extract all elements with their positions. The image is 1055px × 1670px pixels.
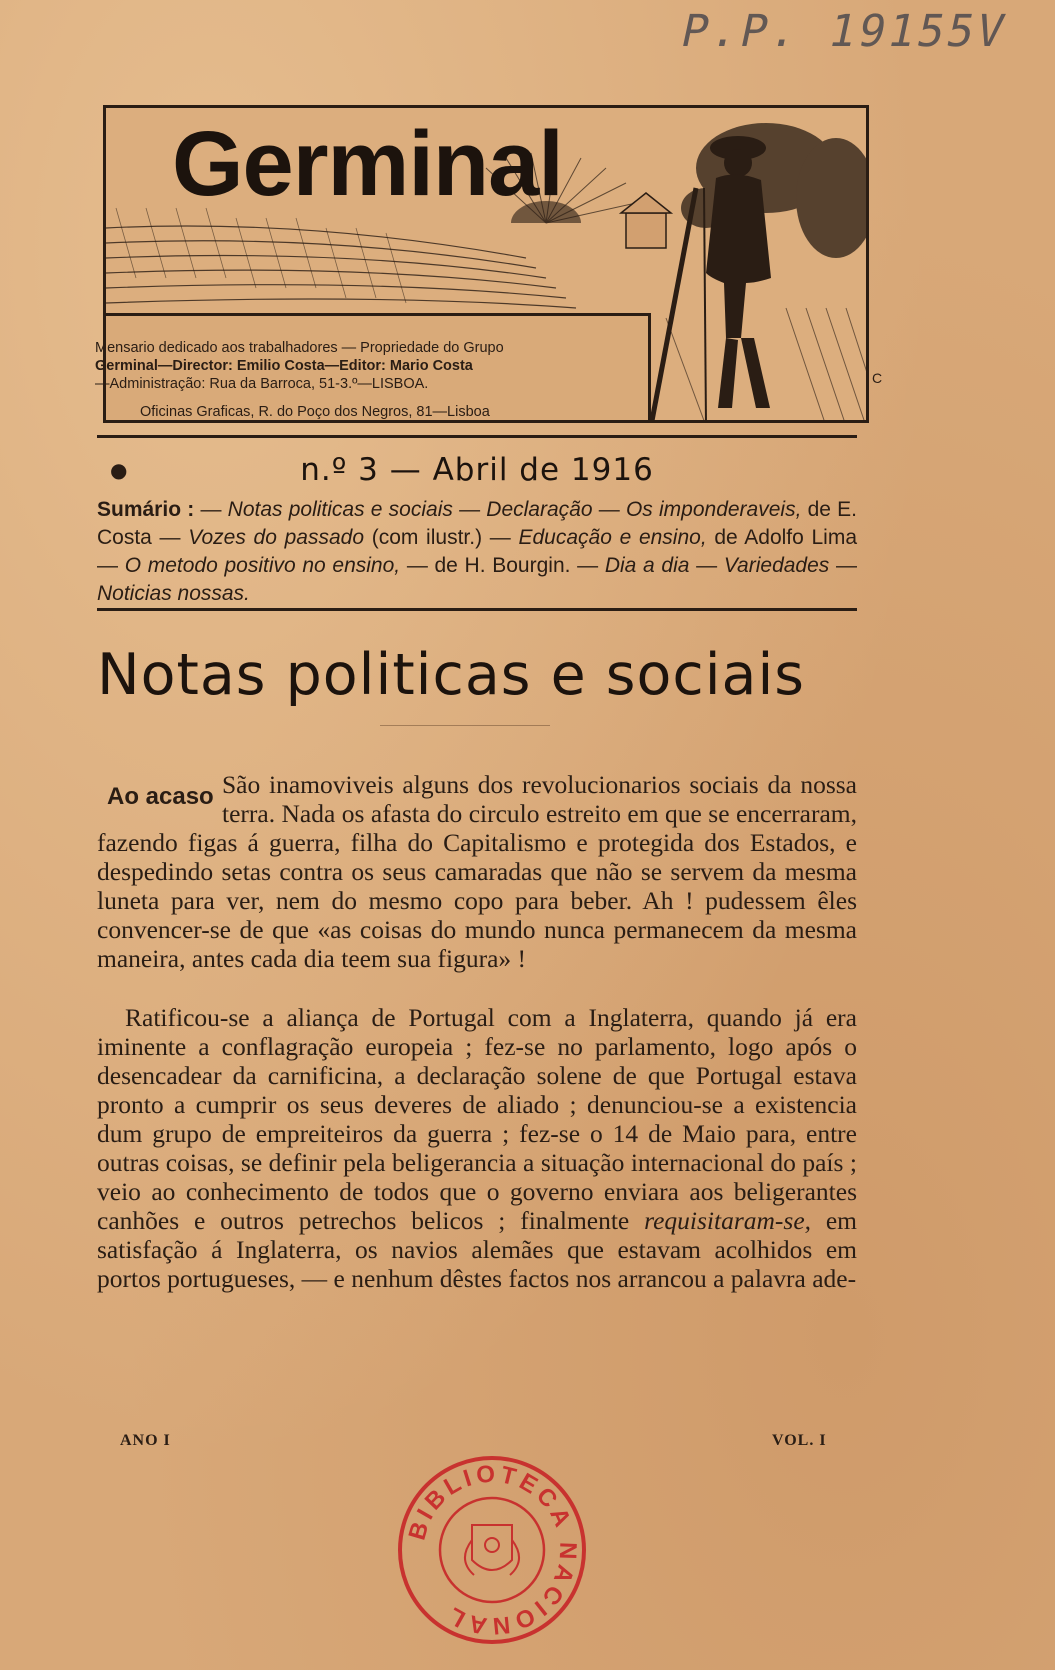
masthead-info-line: Mensario dedicado aos trabalhadores — Propriedade do Grupo [95, 340, 504, 356]
summary-text: — [200, 498, 228, 521]
side-heading: Ao acaso [107, 783, 214, 810]
summary-text: — [689, 554, 724, 577]
masthead-info-line: Germinal—Director: Emilio Costa—Editor: Mario Costa [95, 358, 473, 374]
title-rule [380, 725, 550, 726]
summary-label: Sumário : [97, 498, 195, 521]
summary-item: Notas politicas e sociais [227, 498, 453, 521]
footer-year: ANO I [120, 1432, 171, 1449]
article-body [97, 770, 857, 1293]
paragraph [97, 1003, 857, 1293]
masthead-info-line: Oficinas Graficas, R. do Poço dos Negros, 81—Lisboa [140, 404, 490, 420]
stamp-text: BIBLIOTECA NACIONAL [403, 1460, 582, 1640]
summary-item: Vozes do passado [188, 526, 364, 549]
paragraph-text: Ratificou-se a aliança de Portugal com a Inglaterra, quando já era iminente a conflagração europeia ; fez-se no parlamento, logo após o desencadear da carnificina, a declaração solene de que Portugal estava pronto a cumprir os seus deveres de aliado ; denunciou-se a existencia dum grupo de empreiteiros da guerra ; fez-se o 14 de Maio para, entre outras coisas, se definir pela beligerancia a situação internacional do país ; veio ao conhecimento de todos que o governo enviara aos beligerantes canhões e outros petrechos belicos ; finalmente [97, 1003, 857, 1235]
summary-item: Os imponderaveis, [625, 498, 802, 521]
summary-text: (com ilustr.) — [364, 526, 519, 549]
summary-item: Declaração [486, 498, 593, 521]
summary-text: — de H. Bourgin. — [400, 554, 605, 577]
summary [97, 496, 857, 608]
divider [97, 435, 857, 438]
divider [97, 608, 857, 611]
paragraph-text: em satisfação á Inglaterra, os navios alemães que estavam acolhidos em portos portugueses, — e nenhum dêstes factos nos arrancou a palavra ade- [97, 1206, 858, 1293]
paragraph-italic: requisitaram-se, [644, 1206, 812, 1235]
masthead-title: Germinal [172, 113, 563, 215]
article-title: Notas politicas e sociais [97, 642, 805, 708]
coat-of-arms-icon [465, 1525, 519, 1575]
summary-item: O metodo positivo no ensino, [124, 554, 401, 577]
side-mark: C [872, 370, 883, 386]
summary-item: Variedades [723, 554, 830, 577]
summary-item: Educação e ensino, [518, 526, 707, 549]
masthead-info-line: —Administração: Rua da Barroca, 51-3.º—LISBOA. [95, 376, 429, 392]
summary-text: — [829, 554, 857, 577]
svg-text:BIBLIOTECA NACIONAL [404, 1460, 582, 1639]
footer-volume: VOL. I [772, 1432, 827, 1449]
summary-item: Dia a dia [604, 554, 690, 577]
masthead-info [95, 339, 615, 421]
summary-text: de Adolfo Lima — [97, 526, 858, 577]
bullet-icon: ● [110, 458, 128, 482]
shelfmark-annotation: P.P. 19155V [676, 6, 1012, 57]
summary-text: — [452, 498, 487, 521]
issue-line: n.º 3 — Abril de 1916 [300, 452, 654, 488]
paragraph: São inamoviveis alguns dos revolucionarios sociais da nossa terra. Nada os afasta do circulo estreito em que se encerraram, fazendo figas á guerra, filha do Capitalismo e protegida dos Estados, e despedindo setas contra os seus camaradas que não se servem da mesma luneta para ver, nem do mesmo copo para beber. Ah ! pudessem êles convencer-se de que «as coisas do mundo nunca permanecem da mesma maneira, antes cada dia teem sua figura» ! [97, 770, 857, 973]
summary-text: — [592, 498, 626, 521]
library-stamp [392, 1450, 592, 1650]
summary-item: Noticias nossas. [97, 582, 250, 605]
summary-text: de E. Costa — [97, 498, 858, 549]
